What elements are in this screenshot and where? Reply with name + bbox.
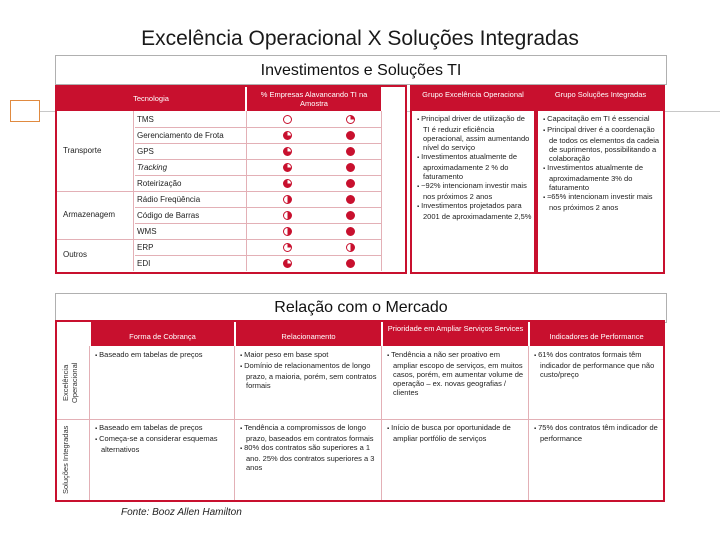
tech-label: Rádio Freqüência [137, 195, 201, 204]
tech-rows [57, 111, 405, 272]
market-bullet: ▪ Maior peso em base spot [240, 350, 377, 361]
market-bullet: ▪ 80% dos contratos são superiores a 1 ano. 25% dos contratos superiores a 3 anos [240, 443, 377, 472]
row-divider [135, 175, 381, 176]
row-divider [57, 419, 663, 420]
tech-label: TMS [137, 115, 154, 124]
orange-marker [10, 100, 40, 122]
adoption-dot-a [283, 147, 292, 156]
adoption-dot-b [346, 115, 355, 124]
market-cell [387, 350, 524, 417]
page-title: Excelência Operacional X Soluções Integradas [141, 27, 579, 50]
row-divider [135, 255, 381, 256]
row-label: Soluções Integradas [61, 425, 70, 494]
tech-label: GPS [137, 147, 154, 156]
adoption-dot-a [283, 243, 292, 252]
adoption-dot-a [283, 131, 292, 140]
market-bullet: ▪ Domínio de relacionamentos de longo prazo, a maioria, porém, sem contratos formais [240, 361, 377, 390]
market-cell [240, 423, 377, 498]
adoption-dot-b [346, 211, 355, 220]
col-divider [133, 111, 134, 271]
market-bullet: ▪ Começa-se a considerar esquemas alternativos [95, 434, 230, 454]
tech-label: Código de Barras [137, 211, 200, 220]
col-divider [89, 346, 90, 500]
technology-table [55, 85, 407, 274]
group-label: Outros [63, 250, 88, 259]
group-excellence-bullets [417, 114, 533, 269]
adoption-dot-b [346, 227, 355, 236]
adoption-dot-a [283, 115, 292, 124]
row-divider [135, 143, 381, 144]
row-divider [135, 207, 381, 208]
tech-label: EDI [137, 259, 151, 268]
bullet-item: ▪ ~92% intencionam investir mais nos próximos 2 anos [417, 181, 533, 201]
source-note: Fonte: Booz Allen Hamilton [121, 507, 242, 518]
col-divider [234, 346, 235, 500]
market-cell [95, 423, 230, 498]
adoption-dot-a [283, 227, 292, 236]
group-solutions-panel [536, 85, 665, 274]
header-forma-cobranca: Forma de Cobrança [91, 322, 234, 346]
adoption-dot-a [283, 211, 292, 220]
market-bullet: ▪ Início de busca por oportunidade de ampliar portfólio de serviços [387, 423, 524, 443]
group-label: Transporte [63, 146, 102, 155]
adoption-dot-b [346, 195, 355, 204]
group-label: Armazenagem [63, 210, 116, 219]
header-percent-companies: % Empresas Alavancando TI na Amostra [247, 87, 381, 111]
col-divider [381, 111, 382, 271]
adoption-dot-b [346, 179, 355, 188]
market-rows [57, 346, 663, 500]
col-divider [381, 346, 382, 500]
bullet-item: ▪ Capacitação em TI é essencial [543, 114, 661, 125]
market-bullet: ▪ 75% dos contratos têm indicador de performance [534, 423, 659, 443]
row-divider [135, 223, 381, 224]
header-tecnologia: Tecnologia [57, 87, 245, 111]
market-bullet: ▪ Baseado em tabelas de preços [95, 423, 230, 434]
row-divider [135, 127, 381, 128]
bullet-item: ▪ Principal driver é a coordenação de todos os elementos da cadeia de suprimentos, possibilitando a colaboração [543, 125, 661, 163]
bullet-item: ▪ Investimentos atualmente de aproximadamente 3% do faturamento [543, 163, 661, 192]
adoption-dot-a [283, 163, 292, 172]
group-excellence-header: Grupo Excelência Operacional [412, 87, 534, 111]
market-cell [534, 350, 659, 417]
col-divider [528, 346, 529, 500]
group-solutions-bullets [543, 114, 661, 269]
group-solutions-header: Grupo Soluções Integradas [538, 87, 663, 111]
group-divider [57, 191, 381, 192]
adoption-dot-b [346, 131, 355, 140]
group-excellence-panel [410, 85, 536, 274]
adoption-dot-b [346, 243, 355, 252]
group-divider [57, 239, 381, 240]
bullet-item: ▪ Investimentos atualmente de aproximadamente 2 % do faturamento [417, 152, 533, 181]
market-cell [534, 423, 659, 498]
adoption-dot-b [346, 259, 355, 268]
market-bullet: ▪ 61% dos contratos formais têm indicador de performance que não custo/preço [534, 350, 659, 379]
section-title-mercado: Relação com o Mercado [55, 293, 667, 323]
bullet-item: ▪ Investimentos projetados para 2001 de aproximadamente 2,5% [417, 201, 533, 221]
header-indicadores: Indicadores de Performance [530, 322, 663, 346]
header-relacionamento: Relacionamento [236, 322, 381, 346]
section-title-investimentos: Investimentos e Soluções TI [55, 55, 667, 85]
row-divider [135, 159, 381, 160]
market-bullet: ▪ Tendência a compromissos de longo prazo, baseados em contratos formais [240, 423, 377, 443]
market-bullet: ▪ Baseado em tabelas de preços [95, 350, 230, 361]
header-prioridade: Prioridade em Ampliar Serviços Services [383, 322, 528, 346]
tech-label: WMS [137, 227, 157, 236]
adoption-dot-b [346, 147, 355, 156]
market-cell [95, 350, 230, 417]
market-cell [240, 350, 377, 417]
tech-label: Roteirização [137, 179, 182, 188]
col-divider [246, 111, 247, 271]
bullet-item: ▪ Principal driver de utilização de TI é reduzir eficiência operacional, assim aumentando nível do serviço [417, 114, 533, 152]
adoption-dot-a [283, 259, 292, 268]
bullet-item: ▪ ≈65% intencionam investir mais nos próximos 2 anos [543, 192, 661, 212]
market-table [55, 320, 665, 502]
row-label: Excelência Operacional [61, 362, 79, 403]
tech-label: Gerenciamento de Frota [137, 131, 224, 140]
adoption-dot-a [283, 195, 292, 204]
market-cell [387, 423, 524, 498]
adoption-dot-a [283, 179, 292, 188]
adoption-dot-b [346, 163, 355, 172]
tech-label: ERP [137, 243, 154, 252]
tech-label: Tracking [137, 163, 168, 172]
market-bullet: ▪ Tendência a não ser proativo em ampliar escopo de serviços, em muitos casos, porém, em aumentar volume de operação – ex. novas geografias / clientes [387, 350, 524, 397]
